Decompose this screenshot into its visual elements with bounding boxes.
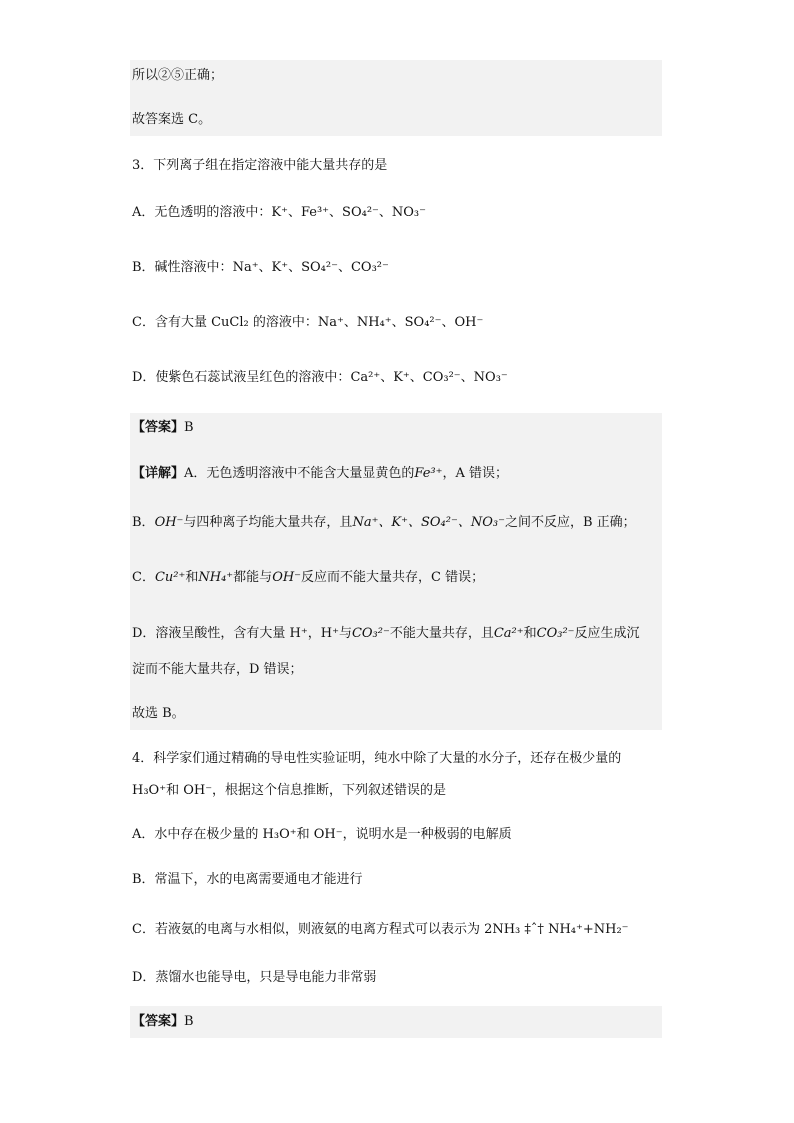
- detail-c-ion3: OH⁻: [272, 570, 302, 585]
- option-a-label: A．无色透明的溶液中：: [132, 205, 272, 220]
- detail-b-ion1: OH⁻: [154, 515, 184, 530]
- detail-d-post: 反应生成沉: [574, 626, 640, 641]
- detail-d-ion1: CO₃²⁻: [351, 626, 390, 641]
- detail-a-pre: A．无色透明溶液中不能含大量显黄色的: [184, 466, 415, 481]
- detail-d-mid: 不能大量共存，且: [389, 626, 494, 641]
- detail-d-and: 和: [523, 626, 537, 641]
- option-a-ions: K⁺、Fe³⁺、SO₄²⁻、NO₃⁻: [271, 205, 426, 220]
- question-4-stem-line2: H₃O⁺和 OH⁻，根据这个信息推断，下列叙述错误的是: [132, 783, 447, 798]
- question-4-option-b: B．常温下，水的电离需要通电才能进行: [132, 872, 363, 887]
- detail-line-a: [132, 464, 508, 484]
- detail-a-ion: Fe³⁺: [414, 466, 443, 481]
- detail-d-pre: D．溶液呈酸性，含有大量 H⁺，H⁺与: [132, 626, 352, 641]
- text-line-conclusion-prev: 所以②⑤正确；: [132, 68, 224, 83]
- detail-c-ion1: Cu²⁺: [154, 570, 186, 585]
- detail-d-ion2: Ca²⁺: [493, 626, 524, 641]
- detail-c-mid: 都能与: [233, 570, 273, 585]
- detail-c-and: 和: [185, 570, 199, 585]
- question-4-option-d: D．蒸馏水也能导电，只是导电能力非常弱: [132, 970, 377, 985]
- detail-line-d2: 淀而不能大量共存，D 错误；: [132, 662, 303, 677]
- detail-line-d1: [132, 624, 640, 644]
- detail-b-ions: Na⁺、K⁺、SO₄²⁻、NO₃⁻: [352, 515, 505, 530]
- question-3-stem: 3．下列离子组在指定溶液中能大量共存的是: [132, 158, 388, 173]
- detail-c-post: 反应而不能大量共存，C 错误；: [301, 570, 485, 585]
- option-c-ions: Na⁺、NH₄⁺、SO₄²⁻、OH⁻: [317, 315, 484, 330]
- detail-a-post: ，A 错误；: [442, 466, 509, 481]
- option-c-text: C．若液氨的电离与水相似，则液氨的电离方程式可以表示为 2NH₃: [132, 922, 521, 937]
- answer-value: B: [184, 420, 194, 435]
- question-4-stem-line1: 4．科学家们通过精确的导电性实验证明，纯水中除了大量的水分子，还存在极少量的: [132, 751, 622, 766]
- answer-value: B: [184, 1014, 194, 1029]
- option-b-label: B．碱性溶液中：: [132, 260, 233, 275]
- detail-d-ion3: CO₃²⁻: [536, 626, 575, 641]
- detail-line-c: [132, 568, 484, 588]
- question-4-option-a: A．水中存在极少量的 H₃O⁺和 OH⁻，说明水是一种极弱的电解质: [132, 827, 512, 842]
- question-3-answer: [132, 418, 194, 438]
- detail-line-b: [132, 513, 636, 533]
- detail-b-mid: 与四种离子均能大量共存，且: [183, 515, 353, 530]
- answer-background-q4: [130, 1006, 662, 1038]
- detail-tag: 【详解】: [132, 466, 185, 481]
- question-3-conclusion: 故选 B。: [132, 706, 185, 721]
- question-3-option-d: [132, 368, 508, 388]
- option-d-ions: Ca²⁺、K⁺、CO₃²⁻、NO₃⁻: [350, 370, 508, 385]
- question-3-option-a: [132, 203, 426, 223]
- equilibrium-arrow: ‡ˆ†: [524, 922, 544, 937]
- detail-c-pre: C．: [132, 570, 155, 585]
- question-4-answer: [132, 1012, 194, 1032]
- question-4-option-c: [132, 920, 629, 940]
- option-b-ions: Na⁺、K⁺、SO₄²⁻、CO₃²⁻: [232, 260, 389, 275]
- answer-tag: 【答案】: [132, 1014, 185, 1029]
- detail-b-post: 之间不反应，B 正确；: [504, 515, 636, 530]
- text-line-answer-prev: 故答案选 C。: [132, 112, 212, 127]
- option-c-label: C．含有大量 CuCl₂ 的溶液中：: [132, 315, 318, 330]
- answer-tag: 【答案】: [132, 420, 185, 435]
- question-3-option-b: [132, 258, 389, 278]
- option-c-products: NH₄⁺+NH₂⁻: [548, 922, 629, 937]
- question-3-option-c: [132, 313, 483, 333]
- detail-b-pre: B．: [132, 515, 155, 530]
- detail-c-ion2: NH₄⁺: [198, 570, 234, 585]
- option-d-label: D．使紫色石蕊试液呈红色的溶液中：: [132, 370, 351, 385]
